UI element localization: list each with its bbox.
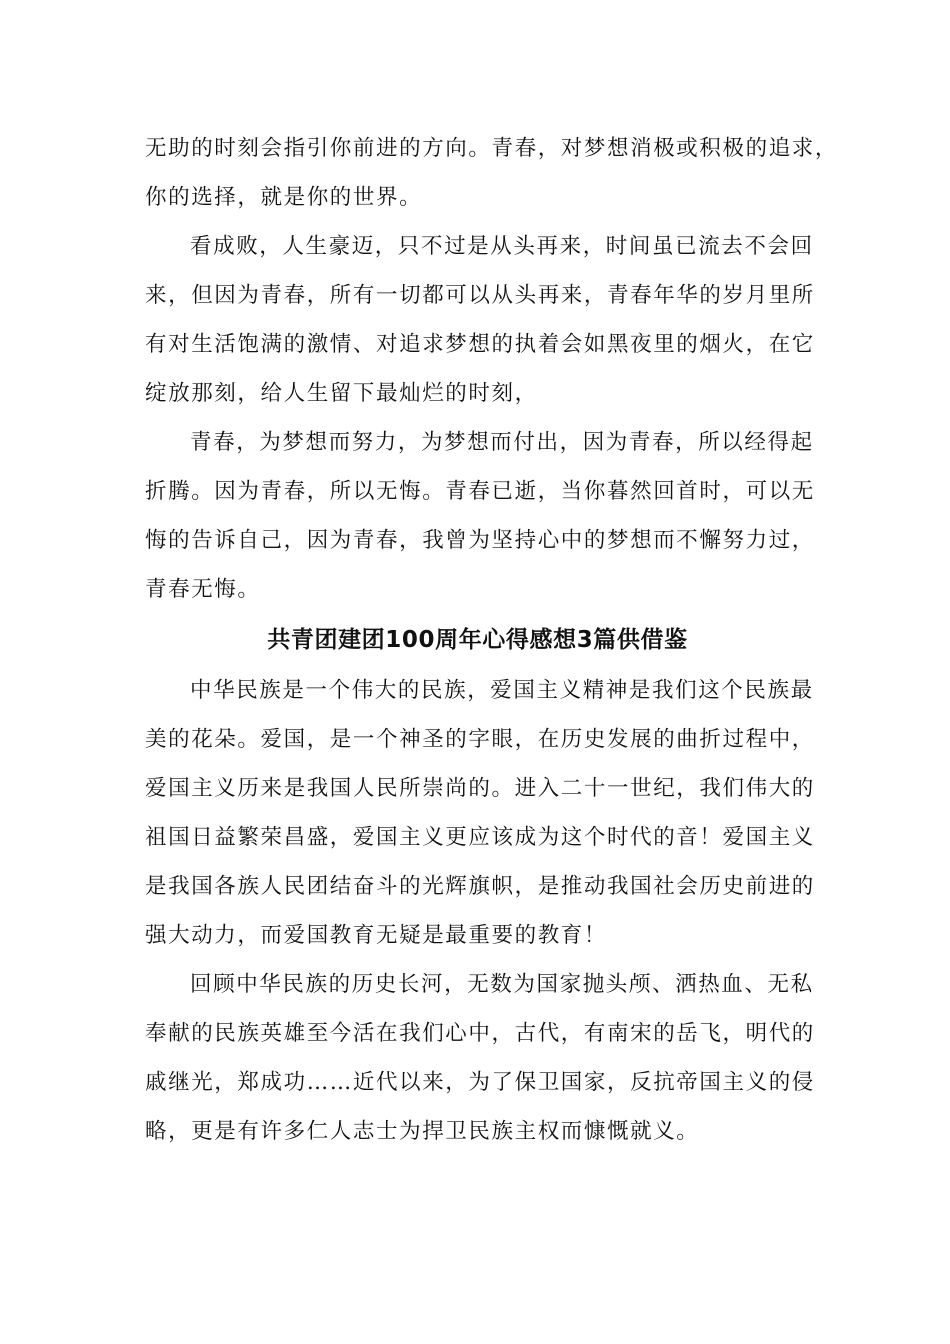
- text-line: 青春，为梦想而努力，为梦想而付出，因为青春，所以经得起: [190, 430, 814, 455]
- new-essay-body: [145, 666, 815, 1156]
- text-line: 无助的时刻会指引你前进的方向。青春，对梦想消极或积极的追求，: [145, 136, 839, 161]
- essay-continuation: [145, 124, 839, 614]
- text-line: 略，更是有许多仁人志士为捍卫民族主权而慷慨就义。: [145, 1119, 700, 1144]
- section-heading: 共青团建团100周年心得感想3篇供借鉴: [267, 627, 688, 653]
- text-line: 爱国主义历来是我国人民所崇尚的。进入二十一世纪，我们伟大的: [145, 776, 815, 801]
- document-body: [145, 124, 839, 1156]
- text-line: 绽放那刻，给人生留下最灿烂的时刻，: [145, 381, 538, 406]
- text-line: 中华民族是一个伟大的民族，爱国主义精神是我们这个民族最: [190, 678, 814, 703]
- text-line: 你的选择，就是你的世界。: [145, 185, 423, 210]
- text-line: 有对生活饱满的激情、对追求梦想的执着会如黑夜里的烟火，在它: [145, 332, 815, 357]
- text-line: 强大动力，而爱国教育无疑是最重要的教育！: [145, 923, 608, 948]
- text-line: 奉献的民族英雄至今活在我们心中，古代，有南宋的岳飞，明代的: [145, 1021, 815, 1046]
- text-line: 回顾中华民族的历史长河，无数为国家抛头颅、洒热血、无私: [190, 972, 814, 997]
- text-line: 戚继光，郑成功……近代以来，为了保卫国家，反抗帝国主义的侵: [145, 1070, 815, 1095]
- text-line: 看成败，人生豪迈，只不过是从头再来，时间虽已流去不会回: [190, 234, 814, 259]
- text-line: 青春无悔。: [145, 577, 261, 602]
- text-line: 来，但因为青春，所有一切都可以从头再来，青春年华的岁月里所: [145, 283, 815, 308]
- text-line: 悔的告诉自己，因为青春，我曾为坚持心中的梦想而不懈努力过，: [145, 528, 815, 553]
- text-line: 折腾。因为青春，所以无悔。青春已逝，当你暮然回首时，可以无: [145, 479, 815, 504]
- text-line: 美的花朵。爱国，是一个神圣的字眼，在历史发展的曲折过程中，: [145, 727, 815, 752]
- text-line: 是我国各族人民团结奋斗的光辉旗帜，是推动我国社会历史前进的: [145, 874, 815, 899]
- text-line: 祖国日益繁荣昌盛，爱国主义更应该成为这个时代的音！爱国主义: [145, 825, 815, 850]
